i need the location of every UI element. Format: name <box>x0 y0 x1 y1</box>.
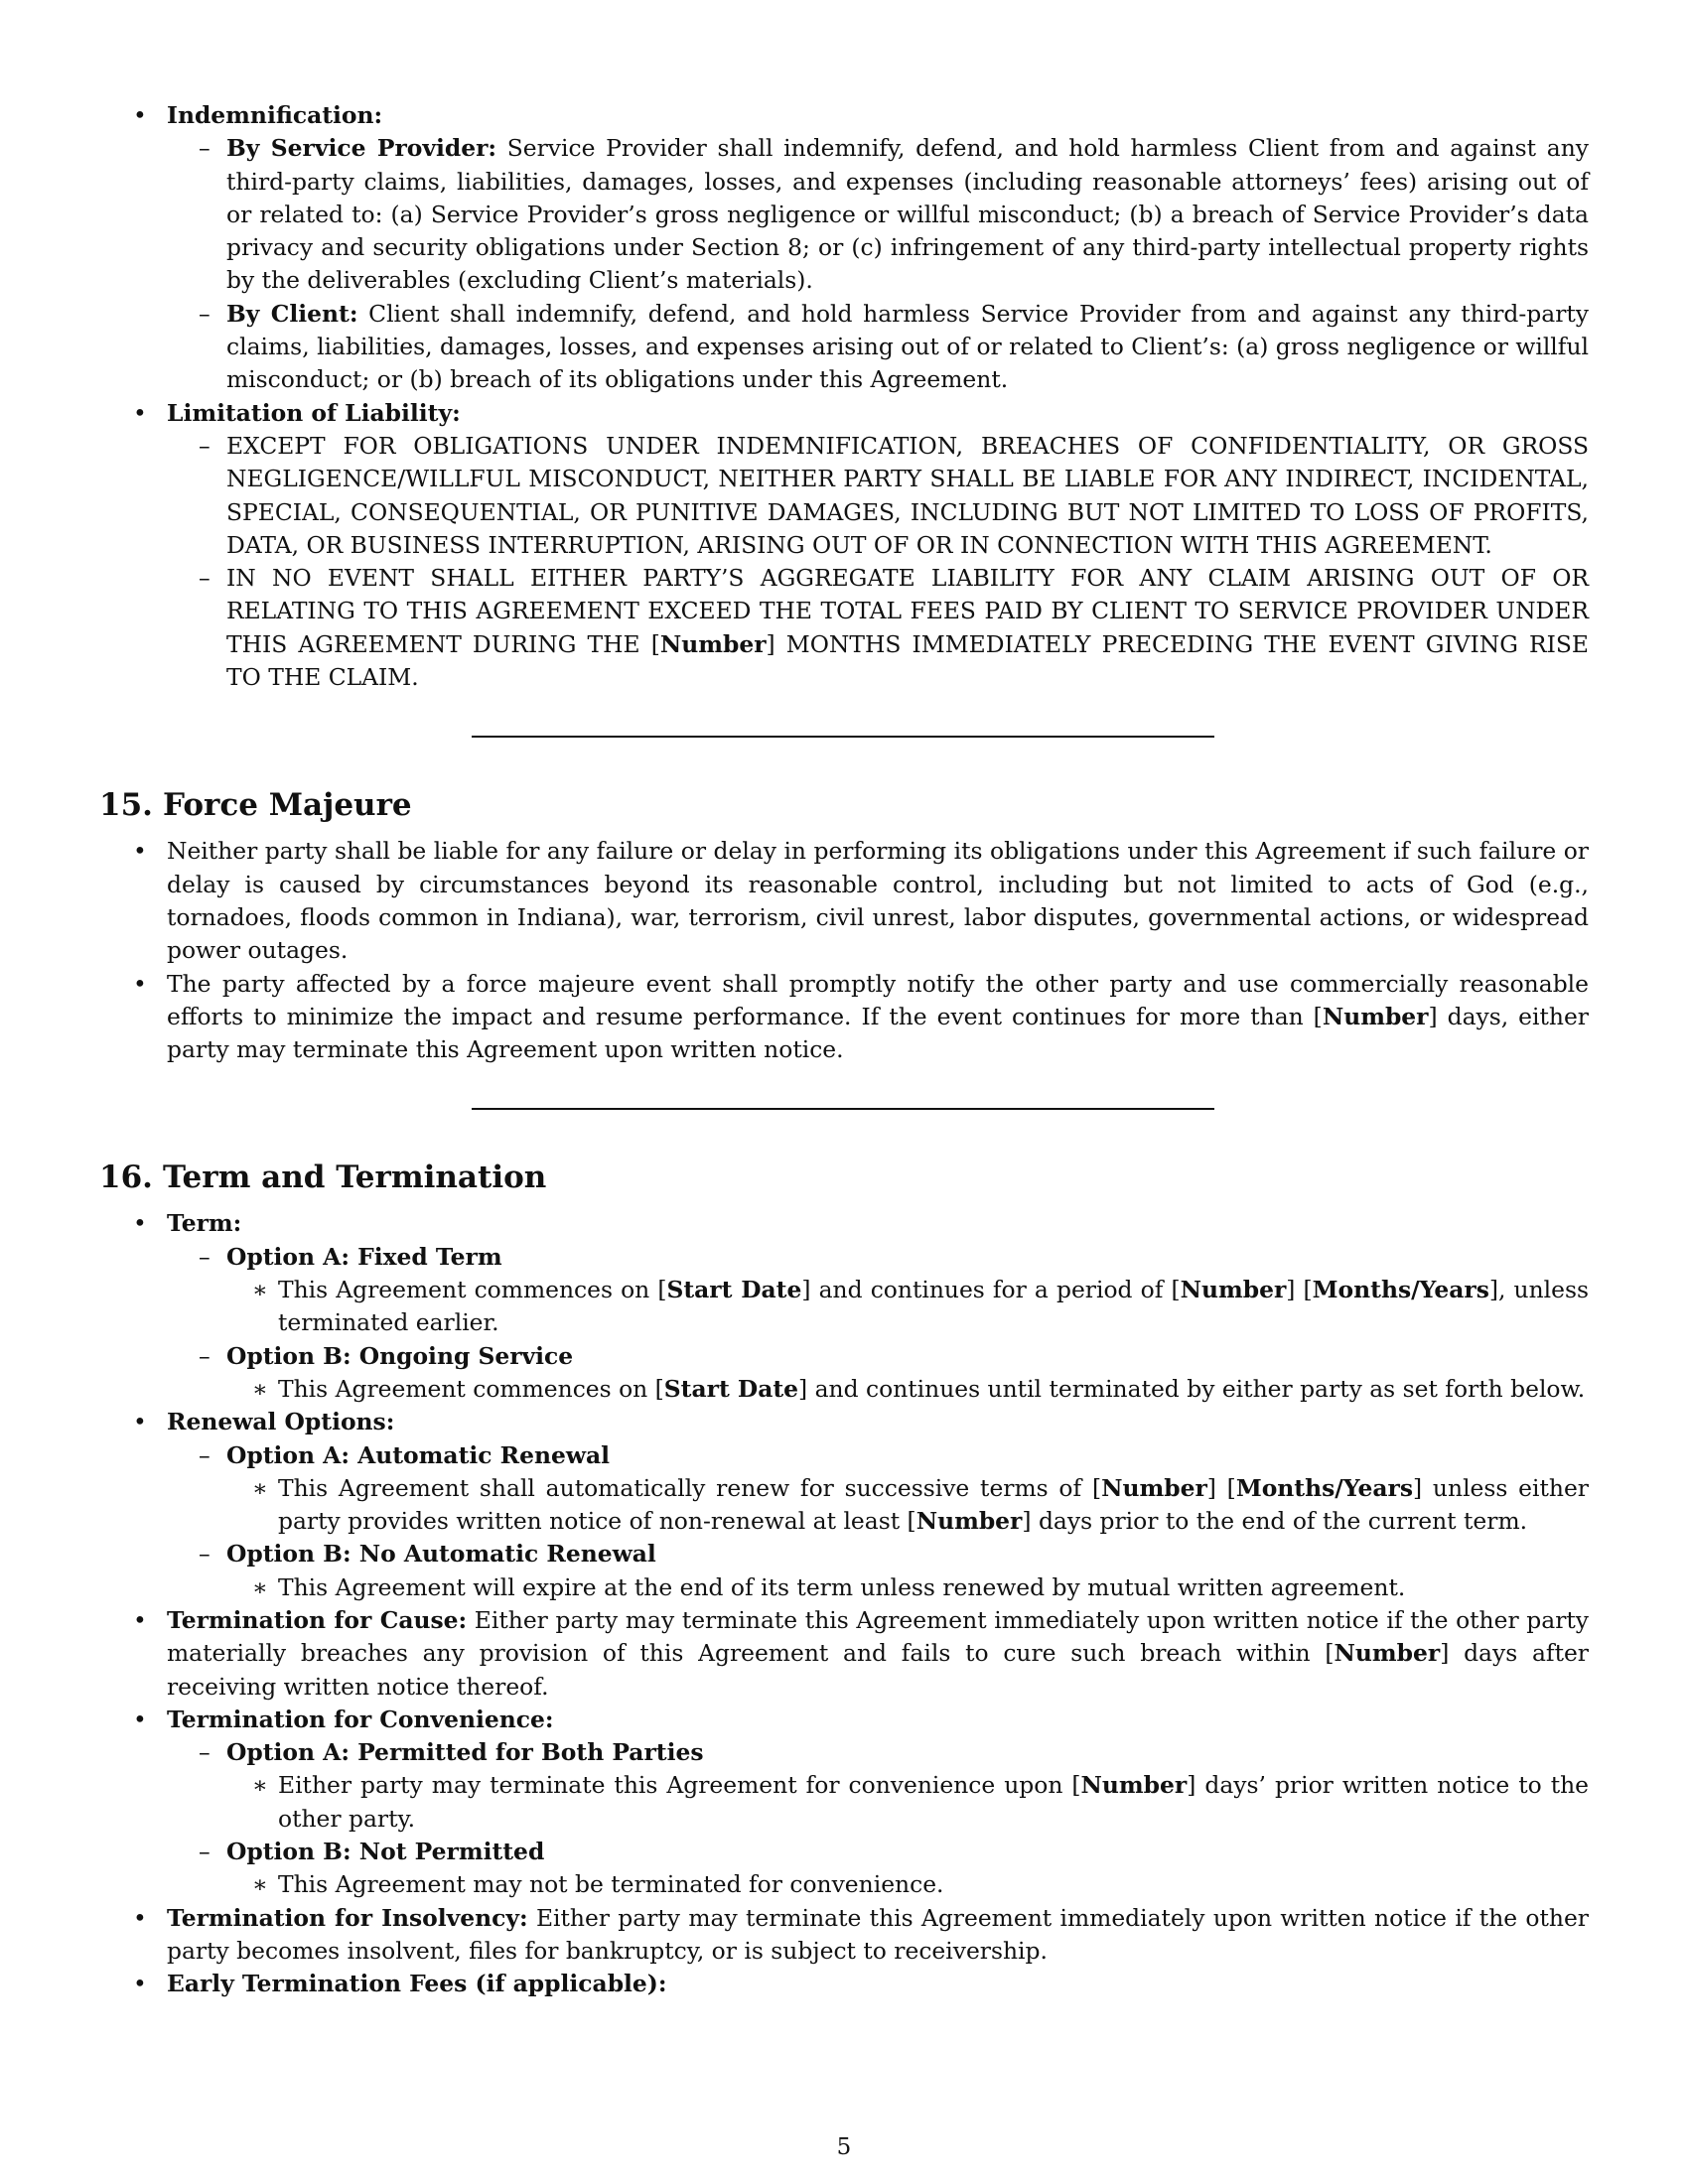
renewal-option-b: – Option B: No Automatic Renewal ∗ This Agreement will expire at the end of its term unless renewed by mutual written agreement. <box>167 1538 1589 1604</box>
convenience-option-a-text: ∗ Either party may terminate this Agreement for convenience upon [Number] days’ prior written notice to the other party. <box>226 1769 1589 1836</box>
limitation-item <box>99 397 1589 695</box>
document-page <box>99 99 1589 2001</box>
force-majeure-paragraph-1: • Neither party shall be liable for any failure or delay in performing its obligations under this Agreement if such failure or delay is caused by circumstances beyond its reasonable control, including but not limited to acts of God (e.g., tornadoes, floods common in Indiana), war, terrorism, civil unrest, labor disputes, governmental actions, or widespread power outages. <box>99 835 1589 967</box>
early-termination-fees-item: • Early Termination Fees (if applicable): <box>99 1968 1589 2000</box>
term-option-a: – Option A: Fixed Term ∗ This Agreement commences on [Start Date] and continues for a period of [Number] [Months/Years], unless terminated earlier. <box>167 1241 1589 1340</box>
term-option-b-text: ∗ This Agreement commences on [Start Date] and continues until terminated by either party as set forth below. <box>226 1373 1589 1406</box>
renewal-item: • Renewal Options: – Option A: Automatic Renewal ∗ This Agreement shall automatically renew for successive terms of [Number] [Months/Years] unless either party provides written notice of non-renewal at least [Number] days prior to the end of the current term. – Option B: No Automatic Renewal ∗ This Agreement will expire at the end of its term unless renewed by mutual written agreement. <box>99 1406 1589 1604</box>
page-number: 5 <box>836 2134 852 2160</box>
convenience-option-b: – Option B: Not Permitted ∗ This Agreement may not be terminated for convenience. <box>167 1836 1589 1902</box>
section-15-list <box>99 835 1589 1066</box>
renewal-option-a-text: ∗ This Agreement shall automatically renew for successive terms of [Number] [Months/Years] unless either party provides written notice of non-renewal at least [Number] days prior to the end of the current term. <box>226 1472 1589 1539</box>
limitation-cap: – IN NO EVENT SHALL EITHER PARTY’S AGGREGATE LIABILITY FOR ANY CLAIM ARISING OUT OF OR RELATING TO THIS AGREEMENT EXCEED THE TOTAL FEES PAID BY CLIENT TO SERVICE PROVIDER UNDER THIS AGREEMENT DURING THE [Number] MONTHS IMMEDIATELY PRECEDING THE EVENT GIVING RISE TO THE CLAIM. <box>167 562 1589 694</box>
section-16-list <box>99 1207 1589 2000</box>
termination-convenience-item: • Termination for Convenience: – Option A: Permitted for Both Parties ∗ Either party may terminate this Agreement for convenience upon [Number] days’ prior written notice to the other party. – Option B: Not Permitted ∗ This Agreement may not be terminated for convenience. <box>99 1704 1589 1902</box>
termination-insolvency-item: • Termination for Insolvency: Either party may terminate this Agreement immediately upon written notice if the other party becomes insolvent, files for bankruptcy, or is subject to receivership. <box>99 1902 1589 1969</box>
section-divider <box>472 736 1214 738</box>
section-15-heading: 15. Force Majeure <box>99 787 412 824</box>
indemnification-item <box>99 99 1589 397</box>
convenience-option-a: – Option A: Permitted for Both Parties ∗ Either party may terminate this Agreement for convenience upon [Number] days’ prior written notice to the other party. <box>167 1736 1589 1836</box>
indemnification-by-provider: – By Service Provider: Service Provider shall indemnify, defend, and hold harmless Client from and against any third-party claims, liabilities, damages, losses, and expenses (including reasonable attorneys’ fees) arising out of or related to: (a) Service Provider’s gross negligence or willful misconduct; (b) a breach of Service Provider’s data privacy and security obligations under Section 8; or (c) infringement of any third-party intellectual property rights by the deliverables (excluding Client’s materials). <box>167 132 1589 297</box>
limitation-heading: Limitation of Liability: <box>167 398 461 427</box>
limitation-exclusion: – EXCEPT FOR OBLIGATIONS UNDER INDEMNIFICATION, BREACHES OF CONFIDENTIALITY, OR GROSS NEGLIGENCE/WILLFUL MISCONDUCT, NEITHER PARTY SHALL BE LIABLE FOR ANY INDIRECT, INCIDENTAL, SPECIAL, CONSEQUENTIAL, OR PUNITIVE DAMAGES, INCLUDING BUT NOT LIMITED TO LOSS OF PROFITS, DATA, OR BUSINESS INTERRUPTION, ARISING OUT OF OR IN CONNECTION WITH THIS AGREEMENT. <box>167 430 1589 562</box>
renewal-option-b-text: ∗ This Agreement will expire at the end of its term unless renewed by mutual written agreement. <box>226 1571 1589 1604</box>
force-majeure-paragraph-2: • The party affected by a force majeure event shall promptly notify the other party and use commercially reasonable efforts to minimize the impact and resume performance. If the event continues for more than [Number] days, either party may terminate this Agreement upon written notice. <box>99 968 1589 1067</box>
termination-cause-item: • Termination for Cause: Either party may terminate this Agreement immediately upon written notice if the other party materially breaches any provision of this Agreement and fails to cure such breach within [Number] days after receiving written notice thereof. <box>99 1604 1589 1704</box>
section-16-heading: 16. Term and Termination <box>99 1160 547 1196</box>
term-item: • Term: – Option A: Fixed Term ∗ This Agreement commences on [Start Date] and continues for a period of [Number] [Months/Years], unless terminated earlier. – Option B: Ongoing Service ∗ This Agreement commences on [Start Date] and continues until terminated by either party as set forth below. <box>99 1207 1589 1406</box>
indemnity-liability-list <box>99 99 1589 694</box>
renewal-option-a: – Option A: Automatic Renewal ∗ This Agreement shall automatically renew for successive terms of [Number] [Months/Years] unless either party provides written notice of non-renewal at least [Number] days prior to the end of the current term. <box>167 1439 1589 1539</box>
term-option-a-text: ∗ This Agreement commences on [Start Date] and continues for a period of [Number] [Months/Years], unless terminated earlier. <box>226 1274 1589 1340</box>
term-option-b: – Option B: Ongoing Service ∗ This Agreement commences on [Start Date] and continues until terminated by either party as set forth below. <box>167 1340 1589 1407</box>
indemnification-heading: Indemnification: <box>167 101 383 129</box>
convenience-option-b-text: ∗ This Agreement may not be terminated for convenience. <box>226 1868 1589 1901</box>
section-divider <box>472 1108 1214 1110</box>
indemnification-by-client: – By Client: Client shall indemnify, defend, and hold harmless Service Provider from and against any third-party claims, liabilities, damages, losses, and expenses arising out of or related to Client’s: (a) gross negligence or willful misconduct; or (b) breach of its obligations under this Agreement. <box>167 298 1589 397</box>
